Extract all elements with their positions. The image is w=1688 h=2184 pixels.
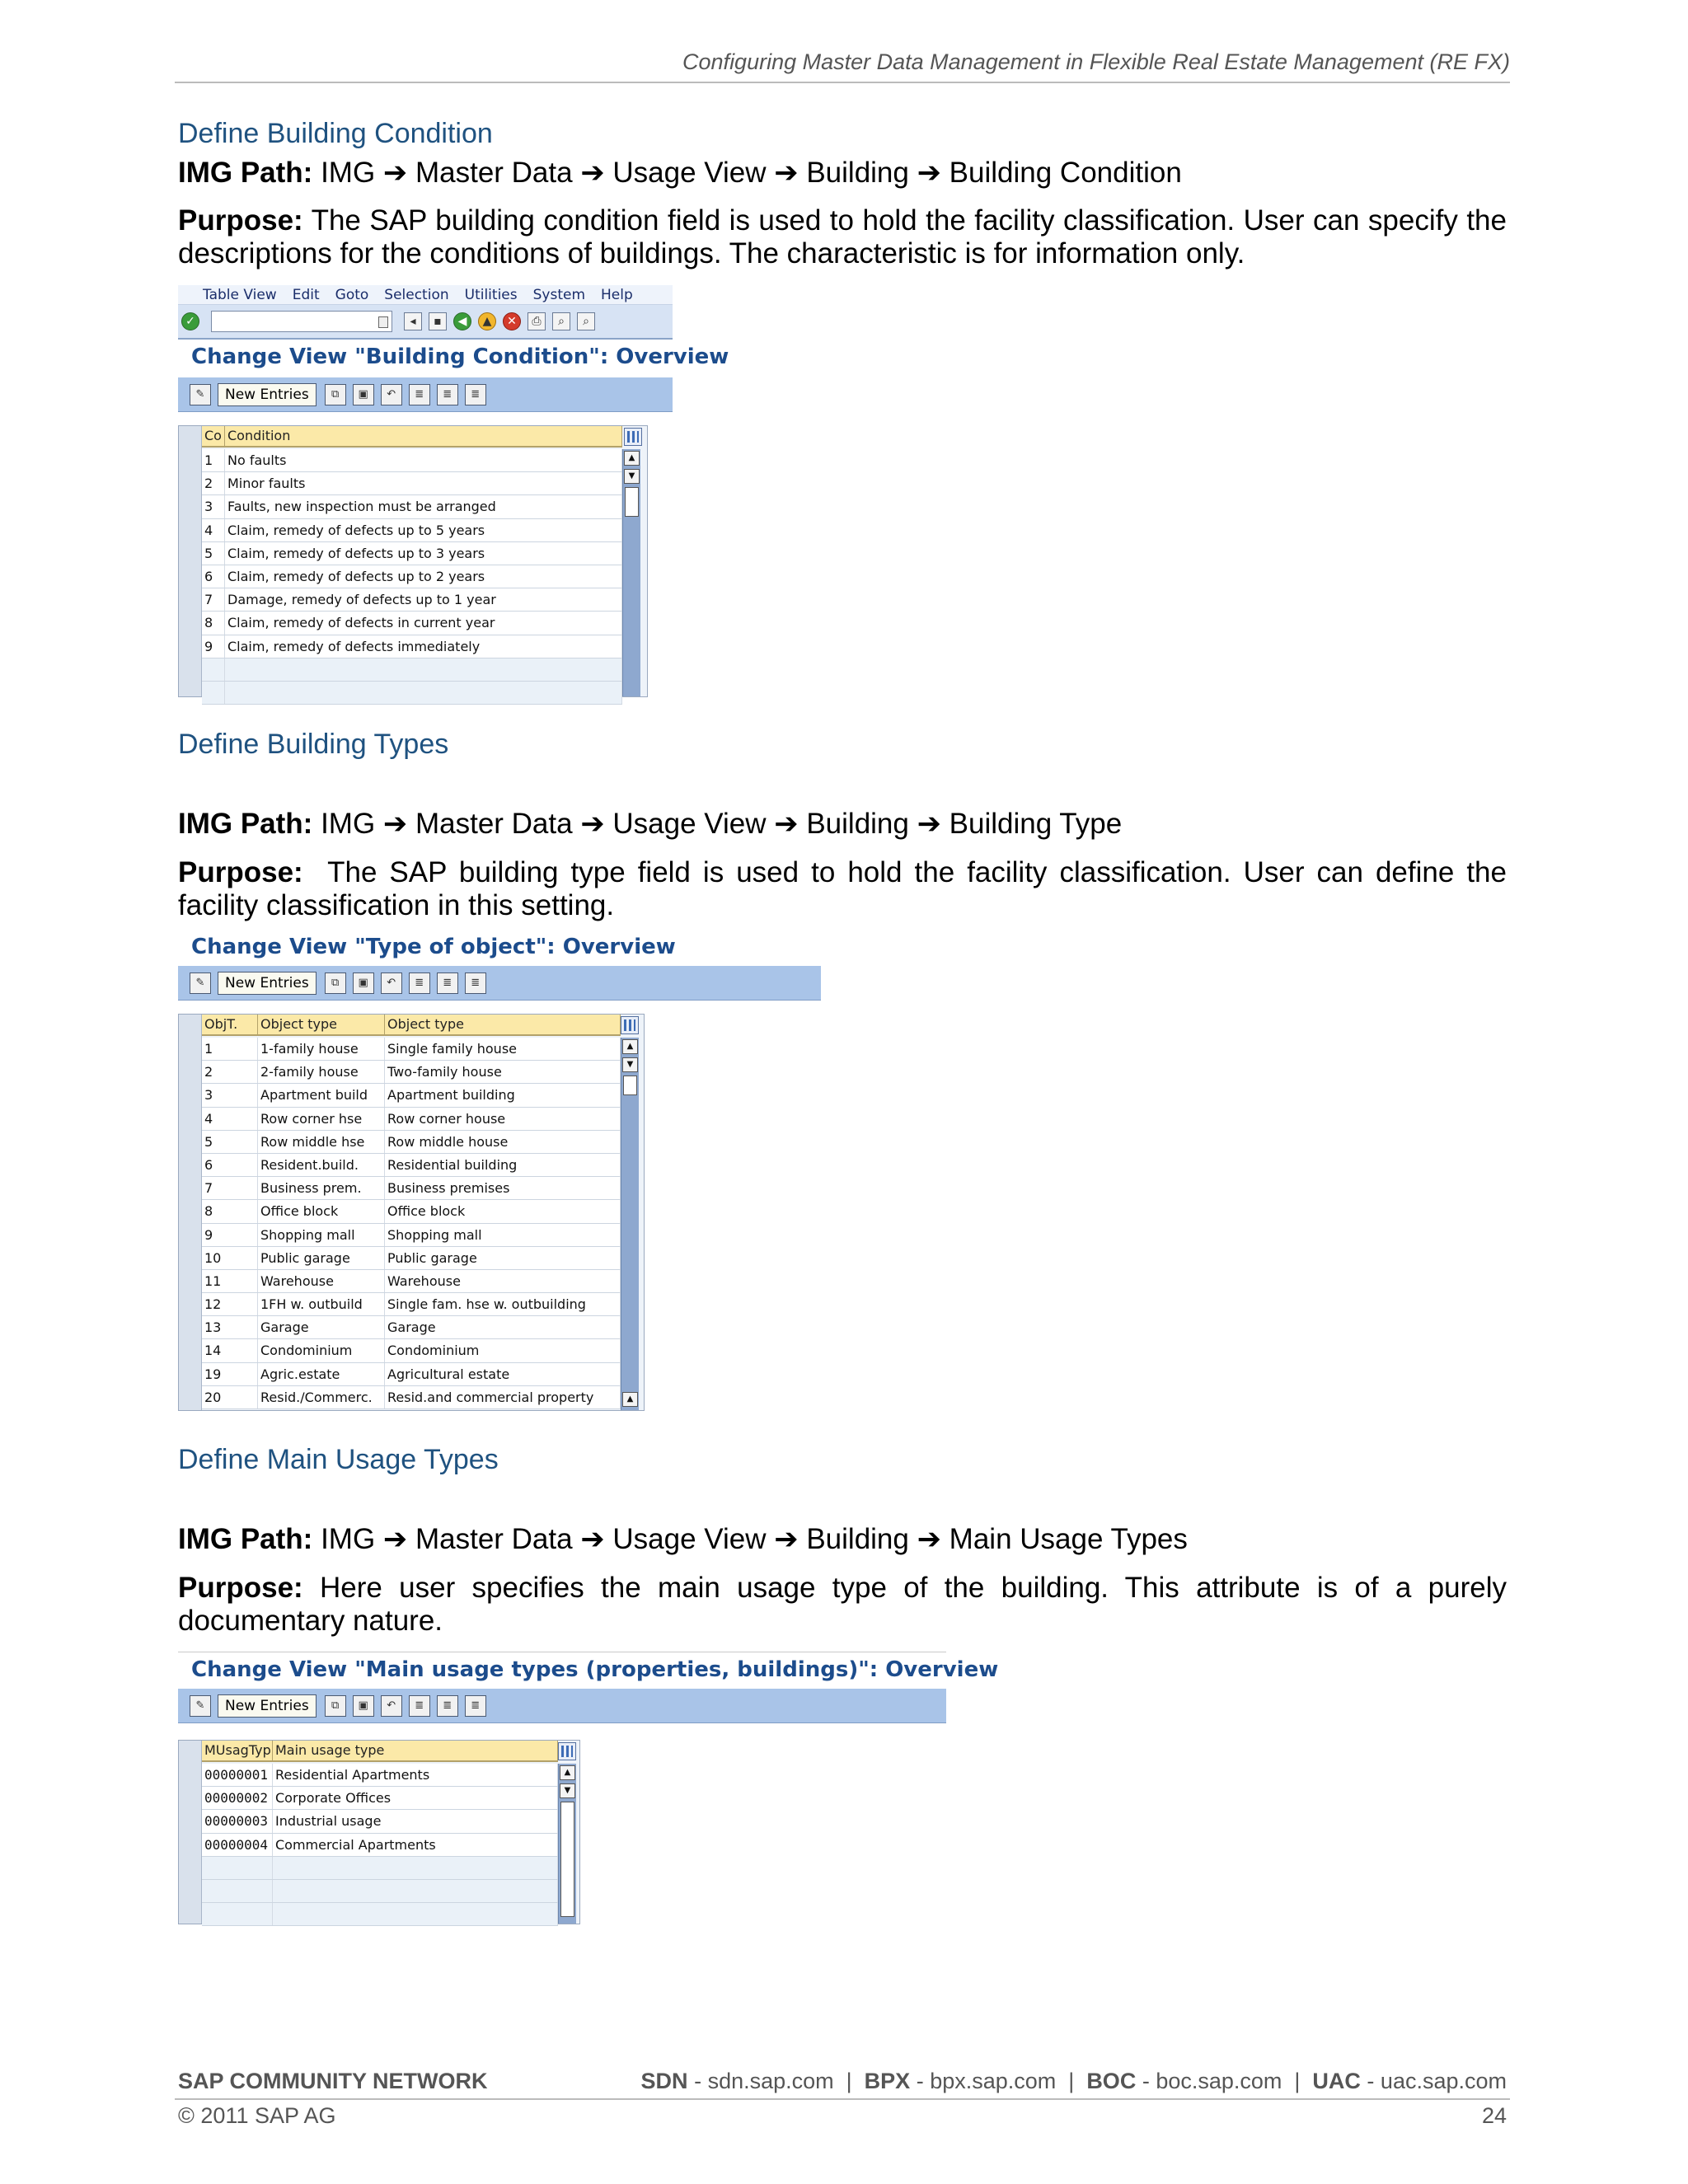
scroll-down-icon[interactable]: ▼ bbox=[624, 469, 640, 484]
deselect-all-icon[interactable]: ≣ bbox=[465, 972, 486, 994]
column-header-object-type-long[interactable]: Object type bbox=[385, 1015, 621, 1034]
table-row[interactable]: 1 No faults bbox=[202, 449, 622, 472]
page-footer bbox=[175, 2067, 1510, 2100]
print-icon[interactable]: ⎙ bbox=[528, 312, 546, 330]
undo-icon[interactable]: ↶ bbox=[381, 1695, 402, 1717]
table-row[interactable]: 10 Public garage Public garage bbox=[202, 1247, 621, 1270]
table-row[interactable]: 00000004 Commercial Apartments bbox=[202, 1834, 558, 1857]
menu-utilities[interactable]: Utilities bbox=[464, 286, 518, 303]
table-row[interactable]: 5 Row middle hse Row middle house bbox=[202, 1131, 621, 1154]
table-row[interactable]: 12 1FH w. outbuild Single fam. hse w. outbuilding bbox=[202, 1293, 621, 1316]
sap-screen-title: Change View "Main usage types (properties, buildings)": Overview bbox=[191, 1657, 999, 1682]
table-row[interactable]: 4 Row corner hse Row corner house bbox=[202, 1108, 621, 1131]
footer-link-boc[interactable]: boc.sap.com bbox=[1156, 2069, 1282, 2093]
menu-help[interactable]: Help bbox=[601, 286, 633, 303]
table-row[interactable]: 19 Agric.estate Agricultural estate bbox=[202, 1363, 621, 1386]
table-row[interactable]: 8 Office block Office block bbox=[202, 1200, 621, 1223]
img-path-building-types: IMG Path: IMG ➔ Master Data ➔ Usage View ➔ Building ➔ Building Type bbox=[178, 808, 1123, 840]
scroll-up-bottom-icon[interactable]: ▲ bbox=[622, 1392, 638, 1407]
table-settings-icon[interactable] bbox=[558, 1742, 576, 1760]
table-row[interactable]: 9 Shopping mall Shopping mall bbox=[202, 1224, 621, 1247]
table-row-empty[interactable] bbox=[202, 682, 622, 705]
display-change-icon[interactable]: ✎ bbox=[190, 972, 211, 994]
table-row-empty[interactable] bbox=[202, 658, 622, 682]
column-header-object-type-code[interactable]: ObjT. bbox=[202, 1015, 258, 1034]
new-entries-button[interactable]: New Entries bbox=[218, 972, 316, 995]
find-next-icon[interactable]: ⌕ bbox=[577, 312, 595, 330]
delete-icon[interactable]: ▣ bbox=[353, 972, 374, 994]
sap-standard-toolbar bbox=[178, 305, 673, 340]
menu-edit[interactable]: Edit bbox=[292, 286, 320, 303]
vertical-scrollbar[interactable] bbox=[621, 1038, 639, 1410]
purpose-building-types: Purpose: The SAP building type field is used to hold the facility classification. User can define the facility classification in this setting. bbox=[178, 856, 1507, 921]
table-row[interactable]: 4 Claim, remedy of defects up to 5 years bbox=[202, 519, 622, 542]
menu-table-view[interactable]: Table View bbox=[203, 286, 277, 303]
copy-icon[interactable]: ⧉ bbox=[325, 972, 346, 994]
cancel-icon[interactable]: ✕ bbox=[503, 312, 521, 330]
table-row-empty[interactable] bbox=[202, 1880, 558, 1903]
column-header-usage-type-code[interactable]: MUsagTyp bbox=[202, 1741, 273, 1760]
menu-selection[interactable]: Selection bbox=[384, 286, 449, 303]
table-header bbox=[202, 1741, 558, 1762]
display-change-icon[interactable]: ✎ bbox=[190, 384, 211, 405]
footer-link-uac[interactable]: uac.sap.com bbox=[1380, 2069, 1507, 2093]
table-row[interactable]: 8 Claim, remedy of defects in current year bbox=[202, 612, 622, 635]
section-heading-main-usage-types: Define Main Usage Types bbox=[178, 1444, 499, 1475]
building-types-table bbox=[178, 1014, 645, 1411]
table-row[interactable]: 00000002 Corporate Offices bbox=[202, 1787, 558, 1810]
select-block-icon[interactable]: ≣ bbox=[437, 1695, 458, 1717]
scroll-down-icon[interactable]: ▼ bbox=[622, 1057, 638, 1072]
table-row[interactable]: 6 Resident.build. Residential building bbox=[202, 1154, 621, 1177]
page-number: 24 bbox=[1481, 2103, 1507, 2128]
table-settings-icon[interactable] bbox=[624, 428, 642, 446]
sap-screen-title: Change View "Type of object": Overview bbox=[191, 935, 676, 959]
back-arrow-icon[interactable]: ◂ bbox=[404, 312, 422, 330]
section-heading-building-types: Define Building Types bbox=[178, 729, 449, 760]
running-header: Configuring Master Data Management in Flexible Real Estate Management (RE FX) bbox=[175, 49, 1510, 83]
vertical-scrollbar[interactable] bbox=[558, 1764, 576, 1924]
sap-screen-main-usage-types bbox=[178, 1652, 999, 1924]
new-entries-button[interactable]: New Entries bbox=[218, 383, 316, 406]
section-heading-building-condition: Define Building Condition bbox=[178, 118, 493, 149]
sap-application-toolbar bbox=[178, 1689, 946, 1723]
select-block-icon[interactable]: ≣ bbox=[437, 384, 458, 405]
select-all-icon[interactable]: ≣ bbox=[409, 972, 430, 994]
table-settings-icon[interactable] bbox=[621, 1016, 639, 1034]
purpose-building-condition: Purpose: The SAP building condition field is used to hold the facility classification. User can specify the descriptions for the conditions of buildings. The characteristic is for information only. bbox=[178, 204, 1507, 269]
table-row[interactable]: 7 Business prem. Business premises bbox=[202, 1177, 621, 1200]
column-header-object-type-short[interactable]: Object type bbox=[258, 1015, 385, 1034]
column-header-main-usage-type[interactable]: Main usage type bbox=[273, 1741, 558, 1760]
table-row-empty[interactable] bbox=[202, 1903, 558, 1926]
table-rows bbox=[202, 1764, 558, 1926]
img-path-main-usage-types: IMG Path: IMG ➔ Master Data ➔ Usage View ➔ Building ➔ Main Usage Types bbox=[178, 1523, 1188, 1555]
menu-goto[interactable]: Goto bbox=[335, 286, 369, 303]
table-row[interactable]: 00000003 Industrial usage bbox=[202, 1810, 558, 1833]
delete-icon[interactable]: ▣ bbox=[353, 1695, 374, 1717]
footer-links: SDN - sdn.sap.com | BPX - bpx.sap.com | BOC - boc.sap.com | UAC - uac.sap.com bbox=[640, 2069, 1507, 2093]
table-row[interactable]: 00000001 Residential Apartments bbox=[202, 1764, 558, 1787]
scroll-up-icon[interactable]: ▲ bbox=[622, 1039, 638, 1054]
table-row[interactable]: 1 1-family house Single family house bbox=[202, 1038, 621, 1061]
table-row[interactable]: 3 Apartment build Apartment building bbox=[202, 1084, 621, 1107]
footer-bottom bbox=[178, 2103, 1507, 2129]
column-header-condition[interactable]: Condition bbox=[225, 426, 622, 446]
table-rows bbox=[202, 449, 622, 705]
table-row[interactable]: 6 Claim, remedy of defects up to 2 years bbox=[202, 565, 622, 588]
display-change-icon[interactable]: ✎ bbox=[190, 1695, 211, 1717]
scroll-thumb[interactable] bbox=[623, 1076, 637, 1095]
footer-link-sdn[interactable]: sdn.sap.com bbox=[707, 2069, 834, 2093]
deselect-all-icon[interactable]: ≣ bbox=[465, 1695, 486, 1717]
enter-check-icon[interactable]: ✓ bbox=[181, 312, 199, 330]
footer-network: SAP COMMUNITY NETWORK bbox=[178, 2069, 488, 2093]
select-all-icon[interactable]: ≣ bbox=[409, 1695, 430, 1717]
column-header-code[interactable]: Co bbox=[202, 426, 225, 446]
vertical-scrollbar[interactable] bbox=[622, 449, 640, 696]
table-header bbox=[202, 1015, 621, 1036]
table-row[interactable]: 13 Garage Garage bbox=[202, 1316, 621, 1339]
scroll-up-icon[interactable]: ▲ bbox=[560, 1765, 575, 1780]
delete-icon[interactable]: ▣ bbox=[353, 384, 374, 405]
table-row[interactable]: 9 Claim, remedy of defects immediately bbox=[202, 635, 622, 658]
undo-icon[interactable]: ↶ bbox=[381, 972, 402, 994]
find-icon[interactable]: ⌕ bbox=[552, 312, 570, 330]
purpose-main-usage-types: Purpose: Here user specifies the main usage type of the building. This attribute is of a purely documentary nature. bbox=[178, 1572, 1507, 1637]
footer-link-bpx[interactable]: bpx.sap.com bbox=[930, 2069, 1057, 2093]
scroll-thumb[interactable] bbox=[625, 487, 639, 517]
table-row[interactable]: 20 Resid./Commerc. Resid.and commercial property bbox=[202, 1386, 621, 1409]
row-selector-column[interactable] bbox=[179, 1015, 202, 1410]
select-all-icon[interactable]: ≣ bbox=[409, 384, 430, 405]
save-icon[interactable]: ▪ bbox=[429, 312, 447, 330]
scroll-thumb[interactable] bbox=[560, 1802, 574, 1917]
deselect-all-icon[interactable]: ≣ bbox=[465, 384, 486, 405]
copy-icon[interactable]: ⧉ bbox=[325, 1695, 346, 1717]
undo-icon[interactable]: ↶ bbox=[381, 384, 402, 405]
row-selector-column[interactable] bbox=[179, 1741, 202, 1924]
row-selector-column[interactable] bbox=[179, 426, 202, 696]
scroll-down-icon[interactable]: ▼ bbox=[560, 1783, 575, 1798]
img-path-building-condition: IMG Path: IMG ➔ Master Data ➔ Usage View ➔ Building ➔ Building Condition bbox=[178, 157, 1182, 189]
table-row[interactable]: 2 2-family house Two-family house bbox=[202, 1061, 621, 1084]
exit-icon[interactable]: ▲ bbox=[478, 312, 496, 330]
table-row[interactable]: 14 Condominium Condominium bbox=[202, 1339, 621, 1362]
table-row[interactable]: 2 Minor faults bbox=[202, 472, 622, 495]
building-condition-table bbox=[178, 425, 648, 697]
sap-screen-building-types bbox=[178, 931, 821, 1411]
scroll-up-icon[interactable]: ▲ bbox=[624, 451, 640, 466]
sap-application-toolbar bbox=[178, 377, 673, 412]
table-row-empty[interactable] bbox=[202, 1857, 558, 1880]
sap-application-toolbar bbox=[178, 966, 821, 1001]
command-field[interactable] bbox=[211, 311, 392, 332]
select-block-icon[interactable]: ≣ bbox=[437, 972, 458, 994]
back-icon[interactable]: ◀ bbox=[453, 312, 471, 330]
copy-icon[interactable]: ⧉ bbox=[325, 384, 346, 405]
table-rows bbox=[202, 1038, 621, 1409]
main-usage-types-table bbox=[178, 1740, 580, 1924]
sap-menu-bar bbox=[178, 285, 673, 305]
menu-system[interactable]: System bbox=[532, 286, 586, 303]
table-row[interactable]: 5 Claim, remedy of defects up to 3 years bbox=[202, 542, 622, 565]
table-row[interactable]: 11 Warehouse Warehouse bbox=[202, 1270, 621, 1293]
new-entries-button[interactable]: New Entries bbox=[218, 1694, 316, 1718]
table-row[interactable]: 7 Damage, remedy of defects up to 1 year bbox=[202, 588, 622, 612]
sap-screen-building-condition bbox=[178, 285, 729, 697]
table-header bbox=[202, 426, 622, 448]
sap-screen-title: Change View "Building Condition": Overview bbox=[191, 344, 729, 369]
copyright: © 2011 SAP AG bbox=[178, 2103, 336, 2128]
table-row[interactable]: 3 Faults, new inspection must be arranged bbox=[202, 495, 622, 518]
